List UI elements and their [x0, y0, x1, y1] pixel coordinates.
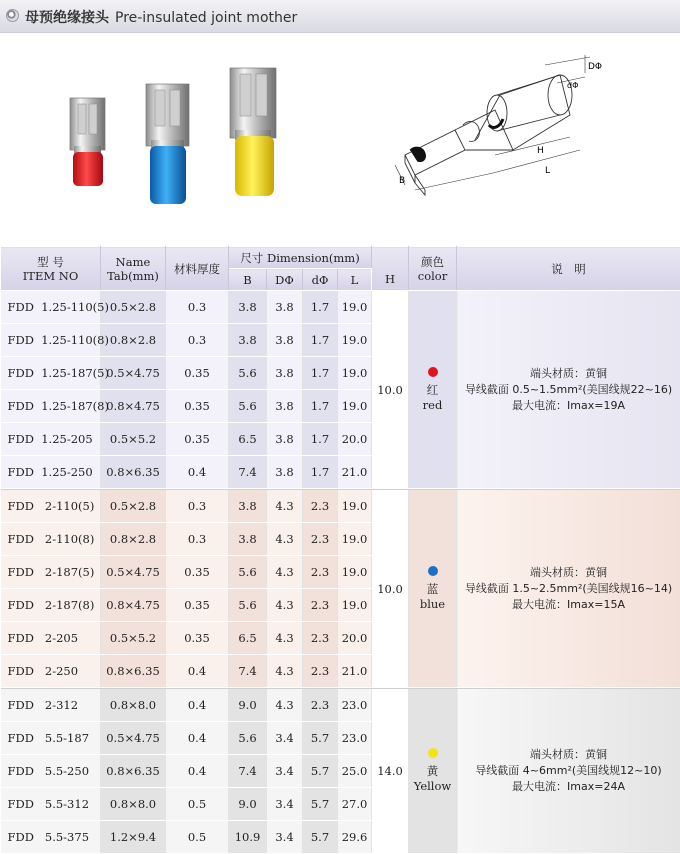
spec-table-body [1, 291, 680, 854]
d-outer-cell: 3.8 [267, 291, 303, 324]
b-cell: 6.5 [229, 423, 267, 456]
thickness-cell: 0.35 [166, 589, 229, 622]
thickness-cell: 0.35 [166, 556, 229, 589]
description-line: 最大电流：Imax=19A [457, 398, 680, 414]
tab-cell: 0.8×4.75 [101, 390, 166, 423]
label-H: H [537, 146, 544, 156]
tab-cell: 0.8×6.35 [101, 456, 166, 489]
l-cell: 25.0 [338, 755, 372, 788]
header-color: 颜色 color [409, 247, 457, 291]
b-cell: 7.4 [229, 755, 267, 788]
l-cell: 27.0 [338, 788, 372, 821]
l-cell: 19.0 [338, 490, 372, 523]
d-inner-cell: 1.7 [303, 324, 338, 357]
b-cell: 5.6 [229, 589, 267, 622]
model-cell: FDD 1.25-205 [1, 423, 101, 456]
thickness-cell: 0.4 [166, 722, 229, 755]
color-cn: 红 [427, 383, 439, 397]
l-cell: 29.6 [338, 821, 372, 854]
title-en: Pre-insulated joint mother [115, 10, 297, 26]
b-cell: 10.9 [229, 821, 267, 854]
thickness-cell: 0.3 [166, 324, 229, 357]
tab-cell: 0.8×2.8 [101, 324, 166, 357]
thickness-cell: 0.3 [166, 523, 229, 556]
model-cell: FDD 5.5-250 [1, 755, 101, 788]
l-cell: 19.0 [338, 357, 372, 390]
tab-cell: 0.8×6.35 [101, 655, 166, 688]
yellow-terminal-photo [230, 68, 276, 196]
header-model: 型 号 ITEM NO [1, 247, 101, 291]
description-line: 导线截面 0.5~1.5mm²(美国线规22~16) [457, 382, 680, 398]
b-cell: 7.4 [229, 655, 267, 688]
tab-cell: 0.8×4.75 [101, 589, 166, 622]
d-outer-cell: 3.4 [267, 755, 303, 788]
tab-cell: 0.8×8.0 [101, 689, 166, 722]
model-cell: FDD 1.25-187(8) [1, 390, 101, 423]
d-inner-cell: 1.7 [303, 456, 338, 489]
color-en: blue [420, 597, 445, 611]
b-cell: 5.6 [229, 390, 267, 423]
title-cn: 母预绝缘接头 [25, 10, 109, 26]
tab-cell: 0.5×4.75 [101, 357, 166, 390]
header-H: H [372, 247, 409, 291]
d-outer-cell: 4.3 [267, 655, 303, 688]
blue-terminal-photo [146, 84, 189, 204]
red-terminal-photo [70, 98, 105, 186]
tab-cell: 0.5×4.75 [101, 722, 166, 755]
label-d: dΦ [567, 81, 578, 90]
tab-cell: 0.5×2.8 [101, 291, 166, 324]
l-cell: 19.0 [338, 291, 372, 324]
header-desc: 说 明 [457, 247, 680, 291]
l-cell: 23.0 [338, 689, 372, 722]
model-cell: FDD 5.5-312 [1, 788, 101, 821]
header-D: DΦ [267, 269, 303, 291]
d-inner-cell: 2.3 [303, 689, 338, 722]
d-outer-cell: 3.8 [267, 324, 303, 357]
b-cell: 5.6 [229, 722, 267, 755]
tab-cell: 0.5×4.75 [101, 556, 166, 589]
dimension-drawing [385, 55, 625, 205]
model-cell: FDD 5.5-375 [1, 821, 101, 854]
model-cell: FDD 1.25-250 [1, 456, 101, 489]
d-outer-cell: 3.8 [267, 423, 303, 456]
d-inner-cell: 2.3 [303, 589, 338, 622]
b-cell: 3.8 [229, 490, 267, 523]
h-cell: 10.0 [372, 291, 409, 489]
b-cell: 9.0 [229, 689, 267, 722]
description-cell [457, 490, 680, 688]
d-outer-cell: 4.3 [267, 556, 303, 589]
tab-cell: 0.8×2.8 [101, 523, 166, 556]
l-cell: 21.0 [338, 655, 372, 688]
color-cell [409, 689, 457, 854]
tab-cell: 0.5×2.8 [101, 490, 166, 523]
thickness-cell: 0.5 [166, 788, 229, 821]
d-inner-cell: 2.3 [303, 490, 338, 523]
thickness-cell: 0.35 [166, 423, 229, 456]
page-header [0, 0, 680, 33]
l-cell: 19.0 [338, 324, 372, 357]
model-cell: FDD 2-250 [1, 655, 101, 688]
d-outer-cell: 3.8 [267, 456, 303, 489]
model-cell: FDD 2-110(5) [1, 490, 101, 523]
tab-cell: 0.5×5.2 [101, 423, 166, 456]
thickness-cell: 0.35 [166, 622, 229, 655]
model-cell: FDD 2-312 [1, 689, 101, 722]
color-cell [409, 291, 457, 489]
table-row [1, 490, 680, 523]
d-outer-cell: 3.8 [267, 357, 303, 390]
b-cell: 9.0 [229, 788, 267, 821]
color-dot-icon [428, 566, 438, 576]
l-cell: 21.0 [338, 456, 372, 489]
b-cell: 3.8 [229, 324, 267, 357]
d-inner-cell: 2.3 [303, 556, 338, 589]
table-row [1, 689, 680, 722]
l-cell: 19.0 [338, 556, 372, 589]
d-inner-cell: 5.7 [303, 788, 338, 821]
spec-table [0, 246, 680, 854]
h-cell: 14.0 [372, 689, 409, 854]
d-inner-cell: 2.3 [303, 655, 338, 688]
model-cell: FDD 1.25-187(5) [1, 357, 101, 390]
table-row [1, 291, 680, 324]
label-L: L [545, 166, 550, 176]
model-cell: FDD 2-187(8) [1, 589, 101, 622]
model-cell: FDD 1.25-110(8) [1, 324, 101, 357]
d-outer-cell: 3.4 [267, 722, 303, 755]
color-dot-icon [428, 367, 438, 377]
h-cell: 10.0 [372, 490, 409, 688]
label-B: B [399, 176, 405, 186]
d-outer-cell: 4.3 [267, 622, 303, 655]
thickness-cell: 0.3 [166, 490, 229, 523]
b-cell: 3.8 [229, 291, 267, 324]
l-cell: 19.0 [338, 390, 372, 423]
product-photos [60, 60, 310, 220]
model-cell: FDD 1.25-110(5) [1, 291, 101, 324]
b-cell: 3.8 [229, 523, 267, 556]
b-cell: 7.4 [229, 456, 267, 489]
description-line: 最大电流：Imax=24A [457, 779, 680, 795]
color-en: red [423, 398, 443, 412]
d-outer-cell: 3.8 [267, 390, 303, 423]
thickness-cell: 0.4 [166, 655, 229, 688]
color-en: Yellow [414, 779, 452, 793]
description-line: 最大电流：Imax=15A [457, 597, 680, 613]
d-inner-cell: 2.3 [303, 622, 338, 655]
d-inner-cell: 2.3 [303, 523, 338, 556]
d-inner-cell: 1.7 [303, 357, 338, 390]
d-inner-cell: 1.7 [303, 423, 338, 456]
description-line: 端头材质：黄铜 [457, 366, 680, 382]
thickness-cell: 0.35 [166, 390, 229, 423]
header-thickness: 材料厚度 [166, 247, 229, 291]
thickness-cell: 0.5 [166, 821, 229, 854]
color-dot-icon [428, 748, 438, 758]
d-inner-cell: 5.7 [303, 722, 338, 755]
d-outer-cell: 3.4 [267, 821, 303, 854]
header-dimension: 尺寸 Dimension(mm) [229, 247, 372, 269]
description-line: 导线截面 4~6mm²(美国线规12~10) [457, 763, 680, 779]
d-inner-cell: 5.7 [303, 821, 338, 854]
d-outer-cell: 3.4 [267, 788, 303, 821]
d-inner-cell: 5.7 [303, 755, 338, 788]
d-outer-cell: 4.3 [267, 490, 303, 523]
d-outer-cell: 4.3 [267, 523, 303, 556]
label-D: DΦ [588, 62, 602, 72]
tab-cell: 0.5×5.2 [101, 622, 166, 655]
thickness-cell: 0.4 [166, 456, 229, 489]
d-outer-cell: 4.3 [267, 589, 303, 622]
header-B: B [229, 269, 267, 291]
tab-cell: 0.8×8.0 [101, 788, 166, 821]
header-L: L [338, 269, 372, 291]
bullet-circle-icon [6, 9, 19, 22]
color-cn: 黄 [427, 764, 439, 778]
tab-cell: 0.8×6.35 [101, 755, 166, 788]
l-cell: 23.0 [338, 722, 372, 755]
l-cell: 20.0 [338, 423, 372, 456]
thickness-cell: 0.4 [166, 689, 229, 722]
description-cell [457, 291, 680, 489]
description-cell [457, 689, 680, 854]
header-name: Name Tab(mm) [101, 247, 166, 291]
model-cell: FDD 2-187(5) [1, 556, 101, 589]
d-inner-cell: 1.7 [303, 291, 338, 324]
thickness-cell: 0.3 [166, 291, 229, 324]
thickness-cell: 0.4 [166, 755, 229, 788]
b-cell: 5.6 [229, 357, 267, 390]
color-cn: 蓝 [427, 582, 439, 596]
d-inner-cell: 1.7 [303, 390, 338, 423]
tab-cell: 1.2×9.4 [101, 821, 166, 854]
description-line: 端头材质：黄铜 [457, 747, 680, 763]
l-cell: 19.0 [338, 523, 372, 556]
model-cell: FDD 2-110(8) [1, 523, 101, 556]
page-title [25, 7, 297, 27]
model-cell: FDD 2-205 [1, 622, 101, 655]
l-cell: 20.0 [338, 622, 372, 655]
description-line: 端头材质：黄铜 [457, 565, 680, 581]
b-cell: 6.5 [229, 622, 267, 655]
color-cell [409, 490, 457, 688]
l-cell: 19.0 [338, 589, 372, 622]
b-cell: 5.6 [229, 556, 267, 589]
d-outer-cell: 4.3 [267, 689, 303, 722]
header-d: dΦ [303, 269, 338, 291]
model-cell: FDD 5.5-187 [1, 722, 101, 755]
thickness-cell: 0.35 [166, 357, 229, 390]
description-line: 导线截面 1.5~2.5mm²(美国线规16~14) [457, 581, 680, 597]
